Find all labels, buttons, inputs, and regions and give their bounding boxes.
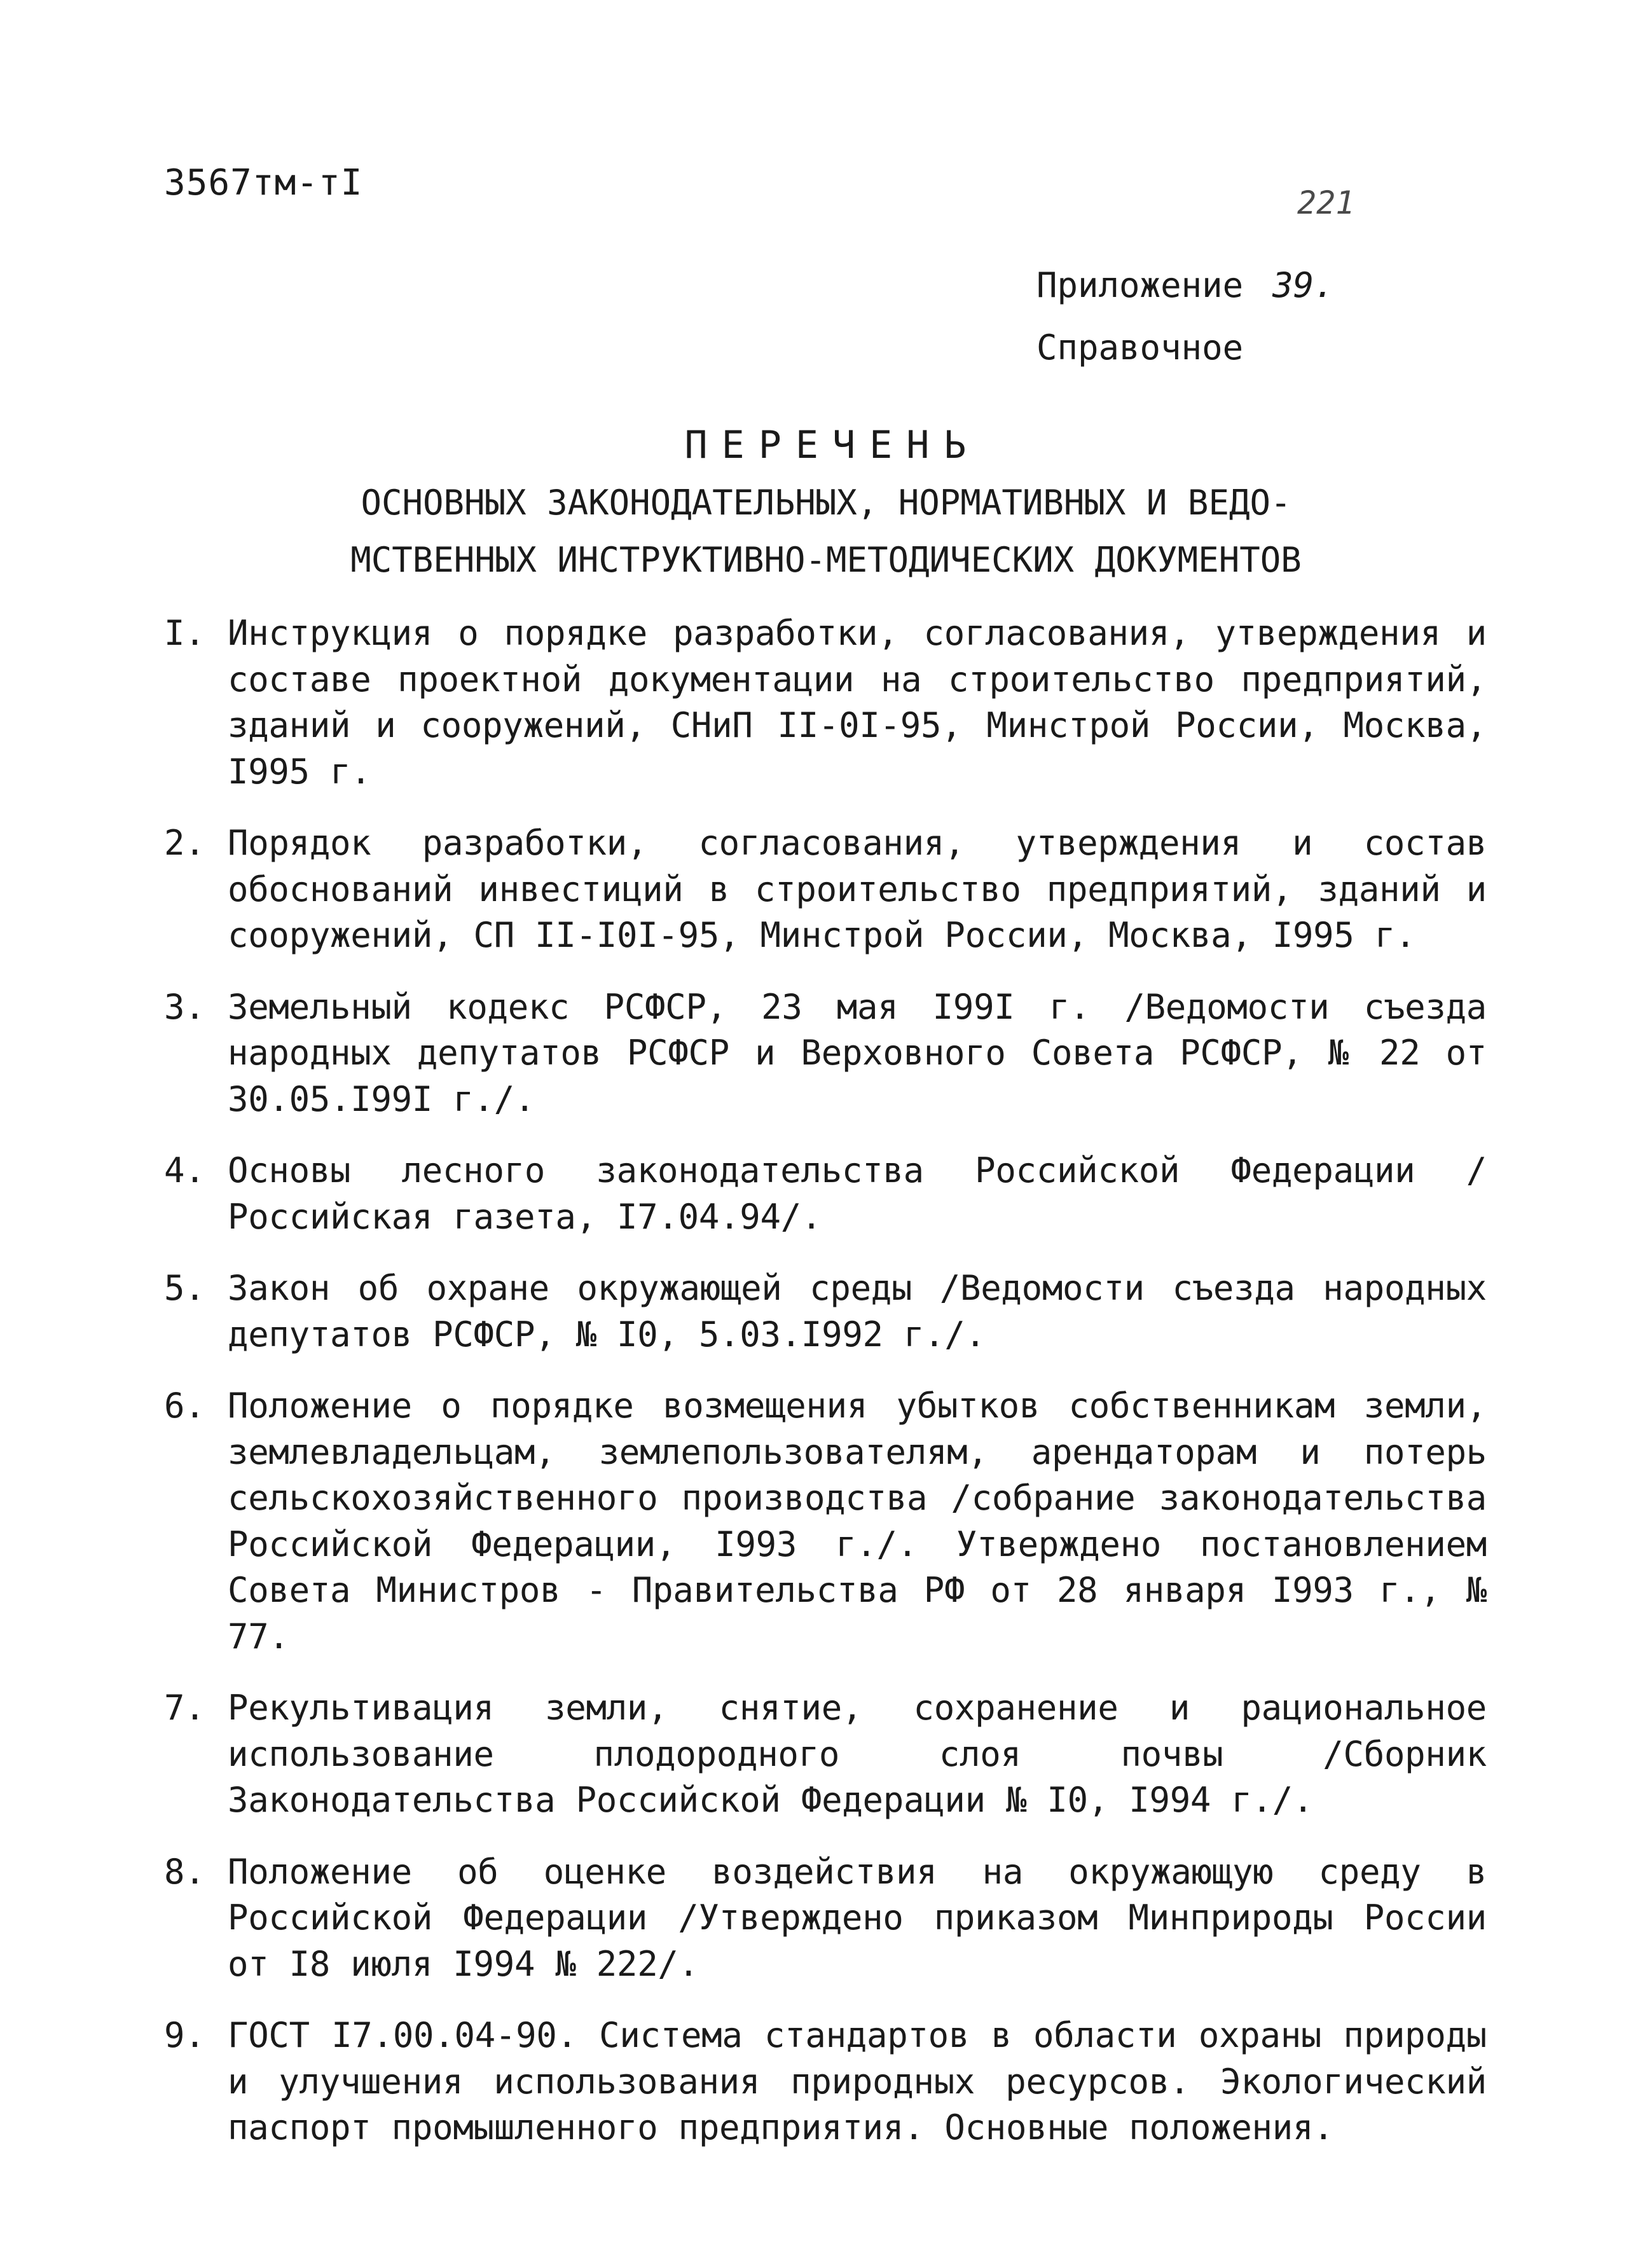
appendix-label: Приложение — [1036, 265, 1244, 305]
list-item-number: 6. — [164, 1386, 205, 1426]
list-item-number: 9. — [164, 2015, 205, 2055]
list-item-number: 3. — [164, 986, 205, 1027]
list-item-text: ГОСТ I7.00.04-90. Система стандартов в области охраны природы и улучшения использования природных ресурсов. Экологический паспорт промышленного предприятия. Основные положения. — [228, 2015, 1487, 2147]
document-list — [164, 610, 1487, 2177]
appendix-line — [1036, 254, 1335, 317]
list-item — [164, 1265, 1487, 1358]
appendix-number: 39. — [1272, 265, 1335, 305]
list-item-text: Инструкция о порядке разработки, согласования, утверждения и составе проектной документации на строительство предприятий, зданий и сооружений, СНиП II-0I-95, Минстрой России, Москва, I995 г. — [228, 613, 1487, 792]
list-item-number: 4. — [164, 1150, 205, 1190]
list-item — [164, 2013, 1487, 2151]
title-block — [0, 420, 1652, 585]
list-item-text: Положение об оценке воздействия на окружающую среду в Российской Федерации /Утверждено приказом Минприроды России от I8 июля I994 № 222/. — [228, 1851, 1487, 1984]
list-item-text: Рекультивация земли, снятие, сохранение и рациональное использование плодородного слоя почвы /Сборник Законодательства Российской Федерации № I0, I994 г./. — [228, 1688, 1487, 1820]
list-item-number: 5. — [164, 1268, 205, 1308]
list-item — [164, 820, 1487, 959]
list-item — [164, 610, 1487, 795]
page-title: ПЕРЕЧЕНЬ — [684, 423, 981, 467]
list-item-text: Порядок разработки, согласования, утверждения и состав обоснований инвестиций в строительство предприятий, зданий и сооружений, СП II-I0I-95, Минстрой России, Москва, I995 г. — [228, 823, 1487, 955]
list-item-number: I. — [164, 613, 205, 653]
list-item — [164, 1148, 1487, 1240]
title-subtitle-line-1: ОСНОВНЫХ ЗАКОНОДАТЕЛЬНЫХ, НОРМАТИВНЫХ И ВЕДО- — [361, 483, 1291, 523]
list-item — [164, 1685, 1487, 1824]
list-item — [164, 984, 1487, 1123]
list-item-text: Закон об охране окружающей среды /Ведомости съезда народных депутатов РСФСР, № I0, 5.03.I992 г./. — [228, 1268, 1487, 1354]
list-item-number: 8. — [164, 1851, 205, 1892]
appendix-type: Справочное — [1036, 327, 1244, 368]
list-item-text: Положение о порядке возмещения убытков собственникам земли, землевладельцам, землепользователям, арендаторам и потерь сельскохозяйственного производства /собрание законодательства Российской Федерации, I993 г./. Утверждено постановлением Совета Министров - Правительства РФ от 28 января I993 г., № 77. — [228, 1386, 1487, 1657]
list-item-number: 2. — [164, 823, 205, 863]
list-item-text: Земельный кодекс РСФСР, 23 мая I99I г. /Ведомости съезда народных депутатов РСФСР и Верховного Совета РСФСР, № 22 от 30.05.I99I г./. — [228, 986, 1487, 1119]
list-item-text: Основы лесного законодательства Российской Федерации /Российская газета, I7.04.94/. — [228, 1150, 1487, 1237]
page-number: 221 — [1297, 184, 1355, 221]
list-item — [164, 1849, 1487, 1988]
list-item-number: 7. — [164, 1688, 205, 1728]
appendix-block — [1036, 254, 1335, 379]
title-subtitle-line-2: МСТВЕННЫХ ИНСТРУКТИВНО-МЕТОДИЧЕСКИХ ДОКУМЕНТОВ — [350, 540, 1302, 580]
document-code: 3567тм-тI — [164, 162, 363, 203]
list-item — [164, 1383, 1487, 1660]
